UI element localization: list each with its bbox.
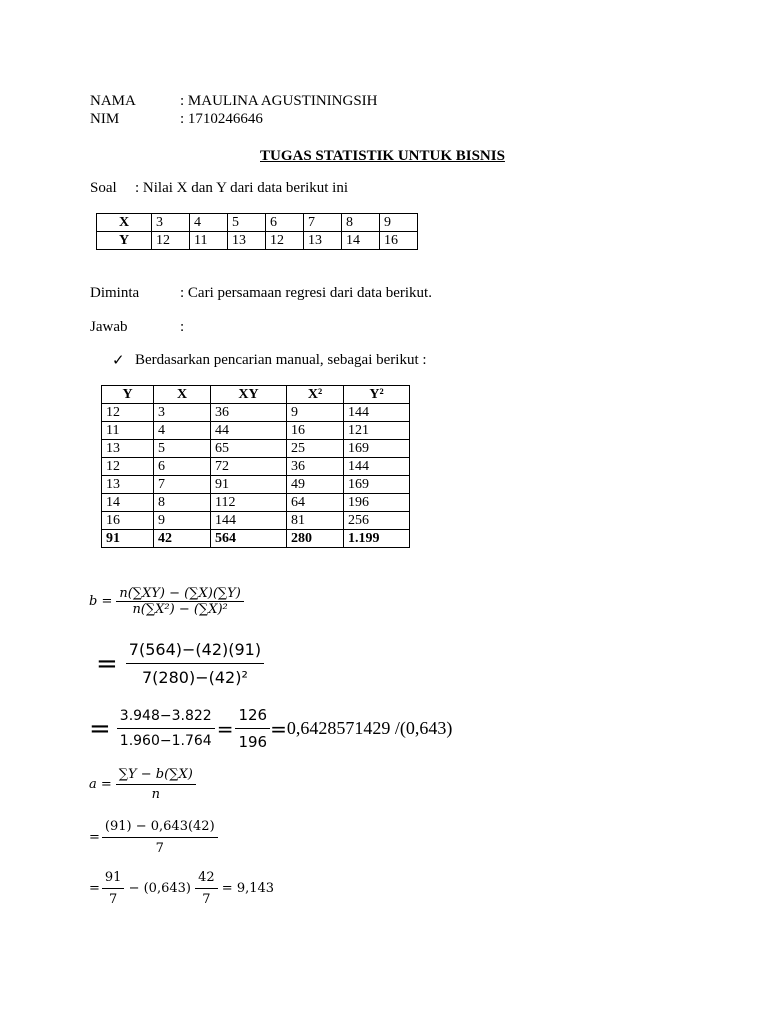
formula-a xyxy=(89,767,196,802)
step3-equals: = xyxy=(89,830,100,845)
formula-step2 xyxy=(89,706,452,751)
step2-equals2: = xyxy=(216,716,234,741)
formula-b-numerator: n(∑XY) − (∑X)(∑Y) xyxy=(116,586,243,602)
calc-table-row-cell: 36 xyxy=(211,404,287,422)
formula-step1 xyxy=(96,640,264,687)
calc-table-row-cell: 169 xyxy=(344,440,410,458)
data-table-cell: 7 xyxy=(304,214,342,232)
calc-table-total-row-cell: 564 xyxy=(211,530,287,548)
calc-table-total-row-cell: 42 xyxy=(154,530,211,548)
formula-b-lhs: b = xyxy=(89,594,113,609)
calc-table-row-cell: 91 xyxy=(211,476,287,494)
page-title: TUGAS STATISTIK UNTUK BISNIS xyxy=(260,148,505,164)
step1-numerator: 7(564)−(42)(91) xyxy=(126,640,264,664)
data-table-cell: 12 xyxy=(266,232,304,250)
step4-equals: = xyxy=(89,881,100,896)
calc-table-row-cell: 49 xyxy=(287,476,344,494)
formula-a-denominator: n xyxy=(151,787,160,802)
formula-a-lhs: a = xyxy=(89,777,112,792)
step2-denominator2: 196 xyxy=(238,733,268,751)
step4-middle: − (0,643) xyxy=(124,881,196,896)
calc-table-row-cell: 11 xyxy=(102,422,154,440)
calc-table-row xyxy=(102,458,410,476)
calc-table-total-row-cell: 91 xyxy=(102,530,154,548)
step4-denominator2: 7 xyxy=(202,892,211,907)
calc-table-row-cell: 5 xyxy=(154,440,211,458)
nama-label: NAMA xyxy=(90,93,136,109)
step4-numerator2: 42 xyxy=(195,870,218,889)
calc-table-row-cell: 9 xyxy=(287,404,344,422)
calc-table-row-cell: 144 xyxy=(211,512,287,530)
calc-table-row-cell: 8 xyxy=(154,494,211,512)
calc-table-row xyxy=(102,440,410,458)
calc-table-row-cell: 12 xyxy=(102,404,154,422)
calc-table-row-cell: 13 xyxy=(102,440,154,458)
jawab-label: Jawab xyxy=(90,319,128,335)
bullet-text: Berdasarkan pencarian manual, sebagai berikut : xyxy=(135,352,427,368)
step3-denominator: 7 xyxy=(155,841,164,856)
calc-table-row-cell: 144 xyxy=(344,404,410,422)
calc-table-row-cell: 7 xyxy=(154,476,211,494)
soal-text: : Nilai X dan Y dari data berikut ini xyxy=(135,180,348,196)
data-table-row xyxy=(97,232,418,250)
calc-table-row xyxy=(102,404,410,422)
calc-table-total-row-cell: 280 xyxy=(287,530,344,548)
formula-b xyxy=(89,586,244,617)
data-table-cell: 4 xyxy=(190,214,228,232)
data-table-row-label: X xyxy=(97,214,152,232)
calc-table-row-cell: 65 xyxy=(211,440,287,458)
calc-table-row-cell: 169 xyxy=(344,476,410,494)
data-table-cell: 11 xyxy=(190,232,228,250)
step2-denominator: 1.960−1.764 xyxy=(119,733,212,749)
data-table-cell: 12 xyxy=(152,232,190,250)
calc-table-header-cell: X xyxy=(154,386,211,404)
diminta-label: Diminta xyxy=(90,285,140,301)
data-table-cell: 14 xyxy=(342,232,380,250)
data-table-cell: 9 xyxy=(380,214,418,232)
calc-table-row-cell: 44 xyxy=(211,422,287,440)
calc-table xyxy=(101,385,410,548)
calc-table-row-cell: 72 xyxy=(211,458,287,476)
calc-table-row-cell: 14 xyxy=(102,494,154,512)
calc-table-header-cell: Y² xyxy=(344,386,410,404)
step1-denominator: 7(280)−(42)² xyxy=(142,668,248,687)
formula-a-numerator: ∑Y − b(∑X) xyxy=(116,767,196,785)
calc-table-row xyxy=(102,422,410,440)
nim-label: NIM xyxy=(90,111,120,127)
formula-b-denominator: n(∑X²) − (∑X)² xyxy=(132,602,228,617)
data-table-cell: 16 xyxy=(380,232,418,250)
calc-table-header xyxy=(102,386,410,404)
calc-table-row-cell: 64 xyxy=(287,494,344,512)
data-table-cell: 8 xyxy=(342,214,380,232)
checkmark-icon: ✓ xyxy=(112,353,125,369)
soal-label: Soal xyxy=(90,180,117,196)
step3-numerator: (91) − 0,643(42) xyxy=(102,819,218,838)
calc-table-row-cell: 112 xyxy=(211,494,287,512)
calc-table-header-cell: XY xyxy=(211,386,287,404)
data-table-cell: 13 xyxy=(228,232,266,250)
calc-table-row-cell: 81 xyxy=(287,512,344,530)
calc-table-header-cell: Y xyxy=(102,386,154,404)
step2-equals3: = xyxy=(270,716,287,741)
calc-table-row-cell: 36 xyxy=(287,458,344,476)
calc-table-row-cell: 12 xyxy=(102,458,154,476)
calc-table-row-cell: 6 xyxy=(154,458,211,476)
calc-table-row-cell: 3 xyxy=(154,404,211,422)
calc-table-row-cell: 13 xyxy=(102,476,154,494)
step2-numerator2: 126 xyxy=(235,706,270,729)
data-table xyxy=(96,213,418,250)
step1-equals: = xyxy=(96,648,118,679)
step4-denominator1: 7 xyxy=(109,892,118,907)
data-table-cell: 3 xyxy=(152,214,190,232)
calc-table-row-cell: 144 xyxy=(344,458,410,476)
diminta-text: : Cari persamaan regresi dari data berikut. xyxy=(180,285,432,301)
data-table-cell: 13 xyxy=(304,232,342,250)
calc-table-row-cell: 16 xyxy=(287,422,344,440)
calc-table-row-cell: 16 xyxy=(102,512,154,530)
step4-numerator1: 91 xyxy=(102,870,125,889)
formula-step4 xyxy=(89,870,274,907)
calc-table-row-cell: 196 xyxy=(344,494,410,512)
jawab-text: : xyxy=(180,319,185,335)
calc-table-row-cell: 9 xyxy=(154,512,211,530)
calc-table-row-cell: 25 xyxy=(287,440,344,458)
nama-value: : MAULINA AGUSTININGSIH xyxy=(180,93,378,109)
calc-table-row xyxy=(102,494,410,512)
calc-table-header-cell: X² xyxy=(287,386,344,404)
step2-numerator: 3.948−3.822 xyxy=(117,708,215,729)
step4-result: = 9,143 xyxy=(217,881,275,896)
step2-result: 0,6428571429 /(0,643) xyxy=(286,718,453,738)
data-table-row xyxy=(97,214,418,232)
calc-table-row-cell: 4 xyxy=(154,422,211,440)
calc-table-row-cell: 121 xyxy=(344,422,410,440)
formula-step3 xyxy=(89,819,218,856)
calc-table-row-cell: 256 xyxy=(344,512,410,530)
step2-equals: = xyxy=(89,713,111,744)
data-table-row-label: Y xyxy=(97,232,152,250)
data-table-cell: 6 xyxy=(266,214,304,232)
data-table-cell: 5 xyxy=(228,214,266,232)
nim-value: : 1710246646 xyxy=(180,111,263,127)
calc-table-row xyxy=(102,512,410,530)
calc-table-total-row xyxy=(102,530,410,548)
calc-table-row xyxy=(102,476,410,494)
calc-table-total-row-cell: 1.199 xyxy=(344,530,410,548)
